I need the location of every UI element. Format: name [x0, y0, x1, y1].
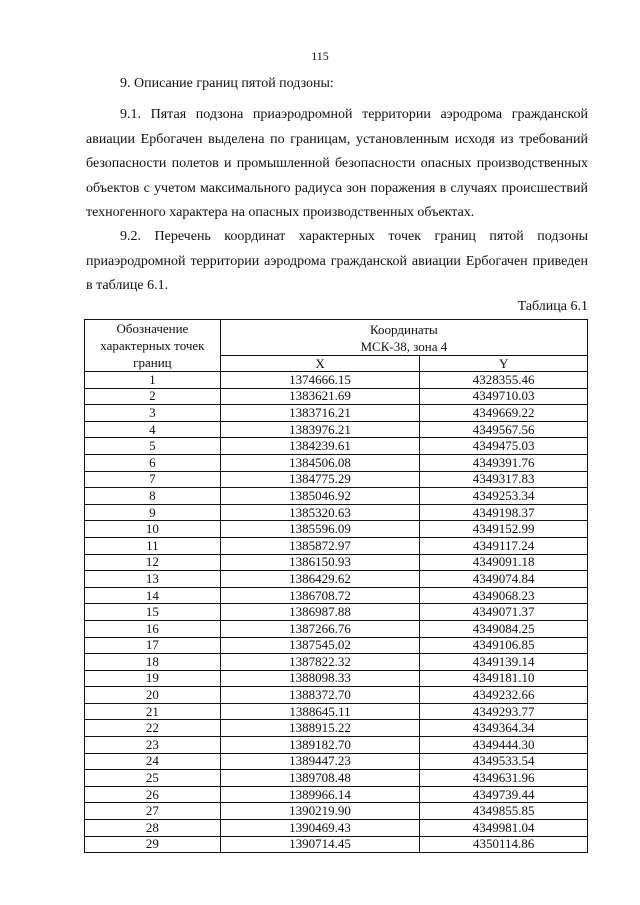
table-row: [85, 786, 588, 803]
point-number-cell: 7: [85, 471, 221, 488]
point-number-cell: 28: [85, 820, 221, 837]
point-number-cell: 26: [85, 786, 221, 803]
point-number-cell: 1: [85, 372, 221, 389]
y-coordinate-cell: 4349091.18: [420, 554, 588, 571]
table-row: [85, 488, 588, 505]
x-coordinate-cell: 1384239.61: [220, 438, 420, 455]
table-row: [85, 438, 588, 455]
y-coordinate-cell: 4349710.03: [420, 388, 588, 405]
y-coordinate-cell: 4349232.66: [420, 687, 588, 704]
y-coordinate-cell: 4349533.54: [420, 753, 588, 770]
y-coordinate-cell: 4349631.96: [420, 770, 588, 787]
point-number-cell: 27: [85, 803, 221, 820]
x-coordinate-cell: 1385320.63: [220, 504, 420, 521]
table-row: [85, 421, 588, 438]
y-coordinate-cell: 4349181.10: [420, 670, 588, 687]
x-coordinate-cell: 1388372.70: [220, 687, 420, 704]
point-number-cell: 19: [85, 670, 221, 687]
x-coordinate-cell: 1389708.48: [220, 770, 420, 787]
section-heading: 9. Описание границ пятой подзоны:: [120, 76, 334, 91]
y-coordinate-cell: 4349567.56: [420, 421, 588, 438]
y-coordinate-cell: 4349364.34: [420, 720, 588, 737]
y-coordinate-cell: 4349074.84: [420, 571, 588, 588]
y-coordinate-cell: 4349071.37: [420, 604, 588, 621]
point-number-cell: 22: [85, 720, 221, 737]
x-coordinate-cell: 1384775.29: [220, 471, 420, 488]
header-coordinates: [220, 320, 587, 356]
coordinates-table: [84, 319, 588, 853]
header-coordinates-title: Координаты: [370, 321, 438, 337]
point-number-cell: 24: [85, 753, 221, 770]
y-coordinate-cell: 4349391.76: [420, 454, 588, 471]
y-coordinate-cell: 4349739.44: [420, 786, 588, 803]
x-coordinate-cell: 1389182.70: [220, 737, 420, 754]
x-coordinate-cell: 1385046.92: [220, 488, 420, 505]
point-number-cell: 16: [85, 620, 221, 637]
table-row: [85, 820, 588, 837]
table-row: [85, 604, 588, 621]
header-x: X: [220, 356, 420, 372]
point-number-cell: 9: [85, 504, 221, 521]
y-coordinate-cell: 4349475.03: [420, 438, 588, 455]
table-row: [85, 537, 588, 554]
x-coordinate-cell: 1390219.90: [220, 803, 420, 820]
point-number-cell: 6: [85, 454, 221, 471]
header-y: Y: [420, 356, 588, 372]
point-number-cell: 17: [85, 637, 221, 654]
paragraph-9-1: 9.1. Пятая подзона приаэродромной территории аэродрома гражданской авиации Ербогачен выделена по границам, установленным исходя из требований безопасности полетов и промышленной безопасности опасных производственных объектов с учетом максимального радиуса зон поражения в случаях происшествий техногенного характера на опасных производственных объектах.: [86, 107, 588, 220]
y-coordinate-cell: 4349855.85: [420, 803, 588, 820]
table-row: [85, 737, 588, 754]
point-number-cell: 4: [85, 421, 221, 438]
x-coordinate-cell: 1388098.33: [220, 670, 420, 687]
point-number-cell: 15: [85, 604, 221, 621]
y-coordinate-cell: 4349152.99: [420, 521, 588, 538]
point-number-cell: 25: [85, 770, 221, 787]
x-coordinate-cell: 1385872.97: [220, 537, 420, 554]
table-row: [85, 471, 588, 488]
y-coordinate-cell: 4349669.22: [420, 405, 588, 422]
table-row: [85, 836, 588, 853]
x-coordinate-cell: 1384506.08: [220, 454, 420, 471]
table-row: [85, 620, 588, 637]
x-coordinate-cell: 1386708.72: [220, 587, 420, 604]
table-row: [85, 454, 588, 471]
point-number-cell: 29: [85, 836, 221, 853]
x-coordinate-cell: 1383976.21: [220, 421, 420, 438]
y-coordinate-cell: 4349198.37: [420, 504, 588, 521]
table-row: [85, 637, 588, 654]
x-coordinate-cell: 1389966.14: [220, 786, 420, 803]
y-coordinate-cell: 4350114.86: [420, 836, 588, 853]
x-coordinate-cell: 1386429.62: [220, 571, 420, 588]
table-row: [85, 720, 588, 737]
table-row: [85, 803, 588, 820]
table-row: [85, 670, 588, 687]
coordinates-table-body: [85, 372, 588, 853]
table-row: [85, 571, 588, 588]
table-caption: Таблица 6.1: [517, 299, 588, 314]
x-coordinate-cell: 1390714.45: [220, 836, 420, 853]
header-point-designation: Обозначение характерных точек границ: [85, 320, 221, 372]
table-row: [85, 372, 588, 389]
y-coordinate-cell: 4349084.25: [420, 620, 588, 637]
x-coordinate-cell: 1387545.02: [220, 637, 420, 654]
y-coordinate-cell: 4349068.23: [420, 587, 588, 604]
y-coordinate-cell: 4349139.14: [420, 654, 588, 671]
point-number-cell: 2: [85, 388, 221, 405]
table-row: [85, 703, 588, 720]
table-row: [85, 687, 588, 704]
point-number-cell: 5: [85, 438, 221, 455]
table-row: [85, 554, 588, 571]
y-coordinate-cell: 4349293.77: [420, 703, 588, 720]
x-coordinate-cell: 1389447.23: [220, 753, 420, 770]
y-coordinate-cell: 4349106.85: [420, 637, 588, 654]
point-number-cell: 12: [85, 554, 221, 571]
point-number-cell: 23: [85, 737, 221, 754]
header-coordinate-system: МСК-38, зона 4: [360, 338, 448, 354]
y-coordinate-cell: 4349317.83: [420, 471, 588, 488]
point-number-cell: 18: [85, 654, 221, 671]
table-row: [85, 405, 588, 422]
x-coordinate-cell: 1385596.09: [220, 521, 420, 538]
table-row: [85, 753, 588, 770]
point-number-cell: 13: [85, 571, 221, 588]
point-number-cell: 21: [85, 703, 221, 720]
point-number-cell: 10: [85, 521, 221, 538]
x-coordinate-cell: 1386987.88: [220, 604, 420, 621]
table-row: [85, 388, 588, 405]
x-coordinate-cell: 1388645.11: [220, 703, 420, 720]
x-coordinate-cell: 1386150.93: [220, 554, 420, 571]
y-coordinate-cell: 4349253.34: [420, 488, 588, 505]
table-row: [85, 770, 588, 787]
table-row: [85, 504, 588, 521]
point-number-cell: 20: [85, 687, 221, 704]
paragraph-9-2: 9.2. Перечень координат характерных точек границ пятой подзоны приаэродромной территории аэродрома гражданской авиации Ербогачен приведен в таблице 6.1.: [86, 229, 588, 293]
table-row: [85, 654, 588, 671]
x-coordinate-cell: 1390469.43: [220, 820, 420, 837]
point-number-cell: 3: [85, 405, 221, 422]
y-coordinate-cell: 4349444.30: [420, 737, 588, 754]
table-row: [85, 587, 588, 604]
point-number-cell: 14: [85, 587, 221, 604]
x-coordinate-cell: 1374666.15: [220, 372, 420, 389]
point-number-cell: 8: [85, 488, 221, 505]
y-coordinate-cell: 4349981.04: [420, 820, 588, 837]
x-coordinate-cell: 1383716.21: [220, 405, 420, 422]
page-number: 115: [311, 49, 329, 63]
x-coordinate-cell: 1383621.69: [220, 388, 420, 405]
x-coordinate-cell: 1388915.22: [220, 720, 420, 737]
x-coordinate-cell: 1387822.32: [220, 654, 420, 671]
x-coordinate-cell: 1387266.76: [220, 620, 420, 637]
point-number-cell: 11: [85, 537, 221, 554]
table-row: [85, 521, 588, 538]
y-coordinate-cell: 4349117.24: [420, 537, 588, 554]
y-coordinate-cell: 4328355.46: [420, 372, 588, 389]
